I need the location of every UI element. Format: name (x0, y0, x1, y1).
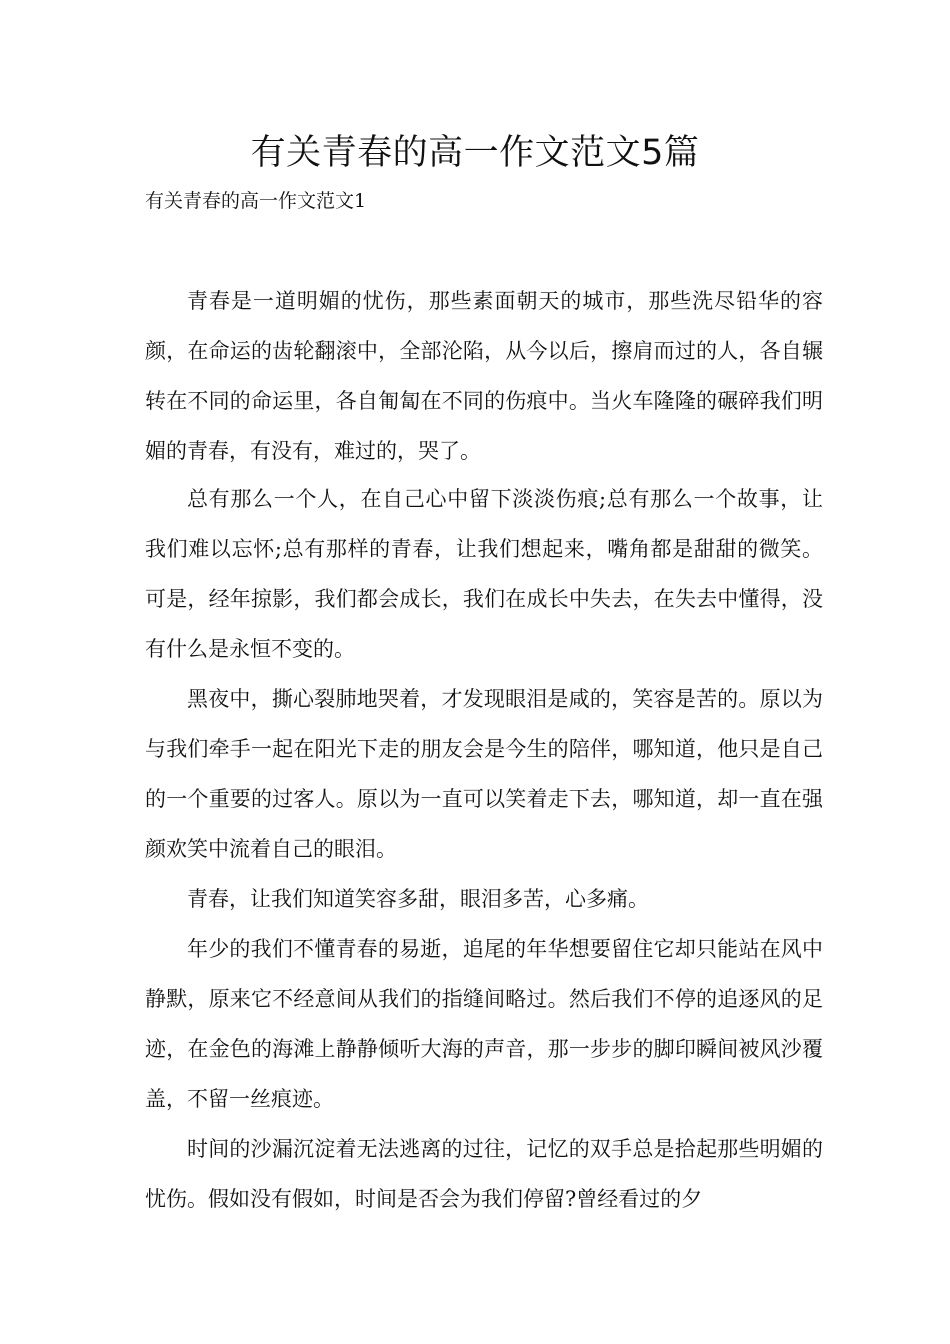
paragraph-1: 青春是一道明媚的忧伤，那些素面朝天的城市，那些洗尽铅华的容颜，在命运的齿轮翻滚中，全部沦陷，从今以后，擦肩而过的人，各自辗转在不同的命运里，各自匍匐在不同的伤痕中。当火车隆隆的碾碎我们明媚的青春，有没有，难过的，哭了。 (145, 289, 823, 463)
paragraph-2: 总有那么一个人，在自己心中留下淡淡伤痕;总有那么一个故事，让我们难以忘怀;总有那样的青春，让我们想起来，嘴角都是甜甜的微笑。可是，经年掠影，我们都会成长，我们在成长中失去，在失去中懂得，没有什么是永恒不变的。 (145, 487, 823, 661)
paragraph-4: 青春，让我们知道笑容多甜，眼泪多苦，心多痛。 (187, 887, 649, 911)
paragraph-3: 黑夜中，撕心裂肺地哭着，才发现眼泪是咸的，笑容是苦的。原以为与我们牵手一起在阳光下走的朋友会是今生的陪伴，哪知道，他只是自己的一个重要的过客人。原以为一直可以笑着走下去，哪知道，却一直在强颜欢笑中流着自己的眼泪。 (145, 687, 823, 861)
essay-subtitle: 有关青春的高一作文范文1 (145, 190, 367, 212)
document-title: 有关青春的高一作文范文5篇 (250, 133, 700, 173)
paragraph-5: 年少的我们不懂青春的易逝，追尾的年华想要留住它却只能站在风中静默，原来它不经意间从我们的指缝间略过。然后我们不停的追逐风的足迹，在金色的海滩上静静倾听大海的声音，那一步步的脚印瞬间被风沙覆盖，不留一丝痕迹。 (145, 937, 823, 1111)
paragraph-6: 时间的沙漏沉淀着无法逃离的过往，记忆的双手总是拾起那些明媚的忧伤。假如没有假如，时间是否会为我们停留?曾经看过的夕 (145, 1137, 823, 1211)
